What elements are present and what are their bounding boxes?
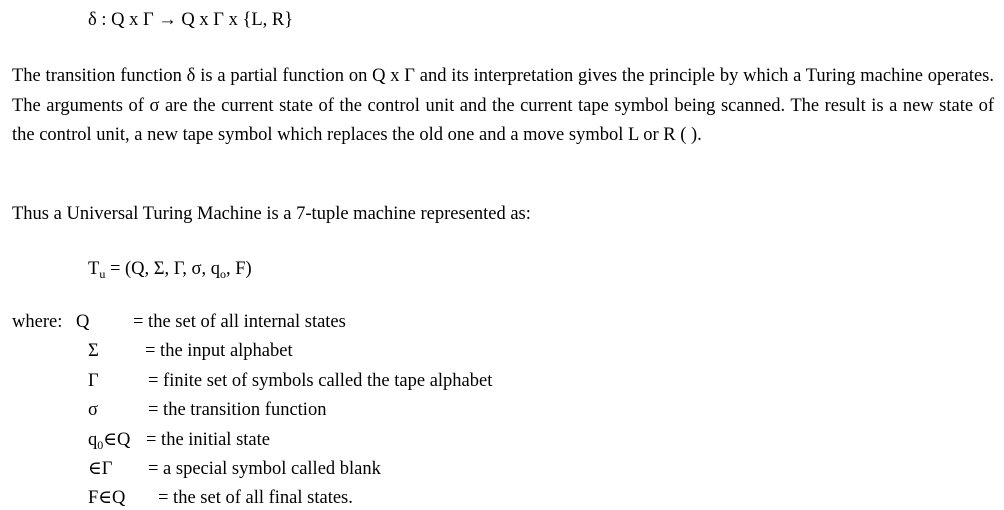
definition-text-final: = the set of all final states.	[158, 488, 353, 508]
transition-paragraph: The transition function δ is a partial function on Q x Γ and its interpretation gives the principle by which a Turing machine operates. The arguments of σ are the current state of the control unit and the current tape symbol being scanned. The result is a new state of the control unit, a new tape symbol which replaces the old one and a move symbol L or R ( ).	[12, 66, 994, 145]
q0-subscript: 0	[97, 438, 104, 452]
tuple-rhs: = (Q, Σ, Γ, σ, q	[105, 259, 220, 279]
tuple-lhs-subscript: u	[99, 267, 106, 281]
definition-symbol-gamma: Γ	[88, 371, 99, 391]
definition-symbol-q: Q	[76, 312, 90, 332]
definition-text-sigma: = the transition function	[148, 400, 327, 420]
definition-symbol-sigma-upper: Σ	[88, 341, 99, 361]
tuple-formula	[88, 260, 252, 279]
definition-text-sigma-upper: = the input alphabet	[145, 341, 293, 361]
definition-symbol-q0	[88, 431, 130, 450]
definition-text-blank: = a special symbol called blank	[148, 459, 381, 479]
tuple-rhs-subscript: o	[219, 267, 226, 281]
q0-main: q	[88, 430, 98, 450]
definition-symbol-final: F∈Q	[88, 488, 126, 508]
where-label: where:	[12, 312, 63, 332]
q0-rest: ∈Q	[103, 430, 131, 450]
definition-text-q: = the set of all internal states	[133, 312, 346, 332]
tuple-rhs-end: , F)	[225, 259, 252, 279]
definition-symbol-sigma: σ	[88, 400, 98, 420]
transition-formula: δ : Q x Γ → Q x Γ x {L, R}	[88, 10, 294, 30]
definition-text-gamma: = finite set of symbols called the tape alphabet	[148, 371, 493, 391]
definition-symbol-blank: ∈Γ	[88, 459, 113, 479]
definition-text-q0: = the initial state	[146, 430, 270, 450]
tuple-intro-text: Thus a Universal Turing Machine is a 7-tuple machine represented as:	[12, 204, 531, 224]
tuple-lhs: T	[88, 259, 100, 279]
